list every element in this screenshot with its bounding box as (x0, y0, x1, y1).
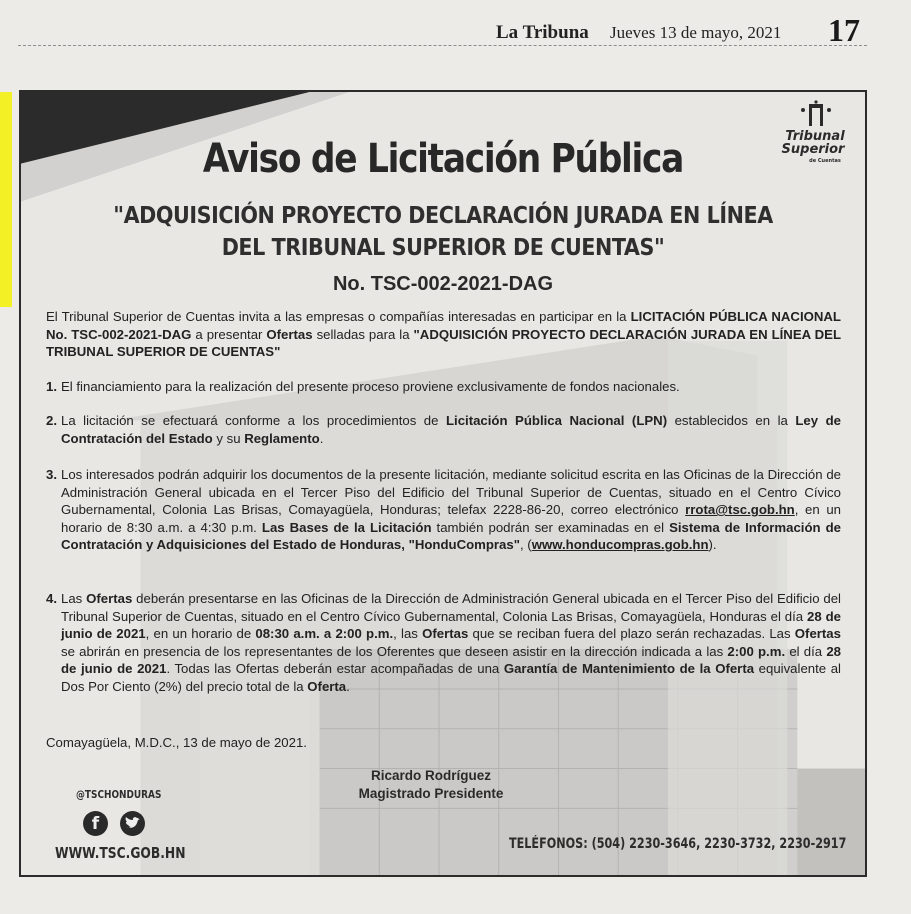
facebook-icon[interactable]: f (83, 811, 108, 836)
website-link[interactable]: WWW.TSC.GOB.HN (55, 844, 186, 862)
logo-word-tribunal: Tribunal (785, 129, 845, 144)
tender-notice (19, 90, 867, 877)
notice-title: Aviso de Licitación Pública (202, 136, 684, 182)
phone-numbers: TELÉFONOS: (504) 2230-3646, 2230-3732, 2230-2917 (509, 836, 847, 852)
twitter-icon[interactable] (120, 811, 145, 836)
yellow-margin-strip (0, 92, 12, 307)
list-item-documents: 3. Los interesados podrán adquirir los documentos de la presente licitación, mediante solicitud escrita en las Oficinas de la Dirección de Administración General ubicada en el Tercer Piso del Edificio del Tribunal Superior de Cuentas, situado en el Centro Cívico Gubernamental, Colonia Las Brisas, Comayagüela, Honduras; telefax 2228-86-20, correo electrónico rrota@tsc.gob.hn, en un horario de 8:30 a.m. a 4:30 p.m. Las Bases de la Licitación también podrán ser examinadas en el Sistema de Información de Contratación y Adquisiciones del Estado de Honduras, "HonduCompras", (www.honducompras.gob.hn). (46, 467, 841, 553)
notice-subtitle-line1: "ADQUISICIÓN PROYECTO DECLARACIÓN JURADA EN LÍNEA (113, 203, 773, 229)
signer-name: Ricardo Rodríguez (370, 768, 491, 783)
list-item-offers: 4. Las Ofertas deberán presentarse en las Oficinas de la Dirección de Administración General ubicada en el Tercer Piso del Edificio del Tribunal Superior de Cuentas, situado en el Centro Cívico Gubernamental, Colonia Las Brisas, Comayagüela, Honduras el día 28 de junio de 2021, en un horario de 08:30 a.m. a 2:00 p.m., las Ofertas que se reciban fuera del plazo serán rechazadas. Las Ofertas se abrirán en presencia de los representantes de los Oferentes que deseen asistir en la dirección indicada a las 2:00 p.m. el día 28 de junio de 2021. Todas las Ofertas deberán estar acompañadas de una Garantía de Mantenimiento de la Oferta equivalente al Dos Por Ciento (2%) del precio total de la Oferta. (46, 591, 842, 694)
page-number: 17 (828, 12, 860, 48)
social-handle: @TSCHONDURAS (76, 789, 162, 801)
notice-subtitle-line2: DEL TRIBUNAL SUPERIOR DE CUENTAS" (221, 235, 665, 261)
notice-number: No. TSC-002-2021-DAG (332, 273, 554, 295)
logo-word-cuentas: de Cuentas (809, 158, 841, 164)
newspaper-name: La Tribuna (496, 22, 589, 43)
intro-paragraph: El Tribunal Superior de Cuentas invita a las empresas o compañías interesadas en participar en la LICITACIÓN PÚBLICA NACIONAL No. TSC-002-2021-DAG a presentar Ofertas selladas para la "ADQUISICIÓN PROYECTO DECLARACIÓN JURADA EN LÍNEA DEL TRIBUNAL SUPERIOR DE CUENTAS" (46, 309, 842, 360)
honducompras-link[interactable]: www.honducompras.gob.hn (531, 537, 709, 553)
list-item-procedure: 2. La licitación se efectuará conforme a los procedimientos de Licitación Pública Nacional (LPN) establecidos en la Ley de Contratación del Estado y su Reglamento. (46, 413, 841, 446)
newspaper-header (18, 12, 867, 46)
list-item-financing: 1. El financiamiento para la realización del presente proceso proviene exclusivamente de fondos nacionales. (46, 379, 680, 394)
issue-date: Jueves 13 de mayo, 2021 (610, 23, 782, 42)
logo-word-superior: Superior (781, 142, 845, 157)
email-link[interactable]: rrota@tsc.gob.hn (685, 502, 795, 518)
place-and-date: Comayagüela, M.D.C., 13 de mayo de 2021. (46, 735, 307, 750)
signer-role: Magistrado Presidente (358, 786, 504, 801)
